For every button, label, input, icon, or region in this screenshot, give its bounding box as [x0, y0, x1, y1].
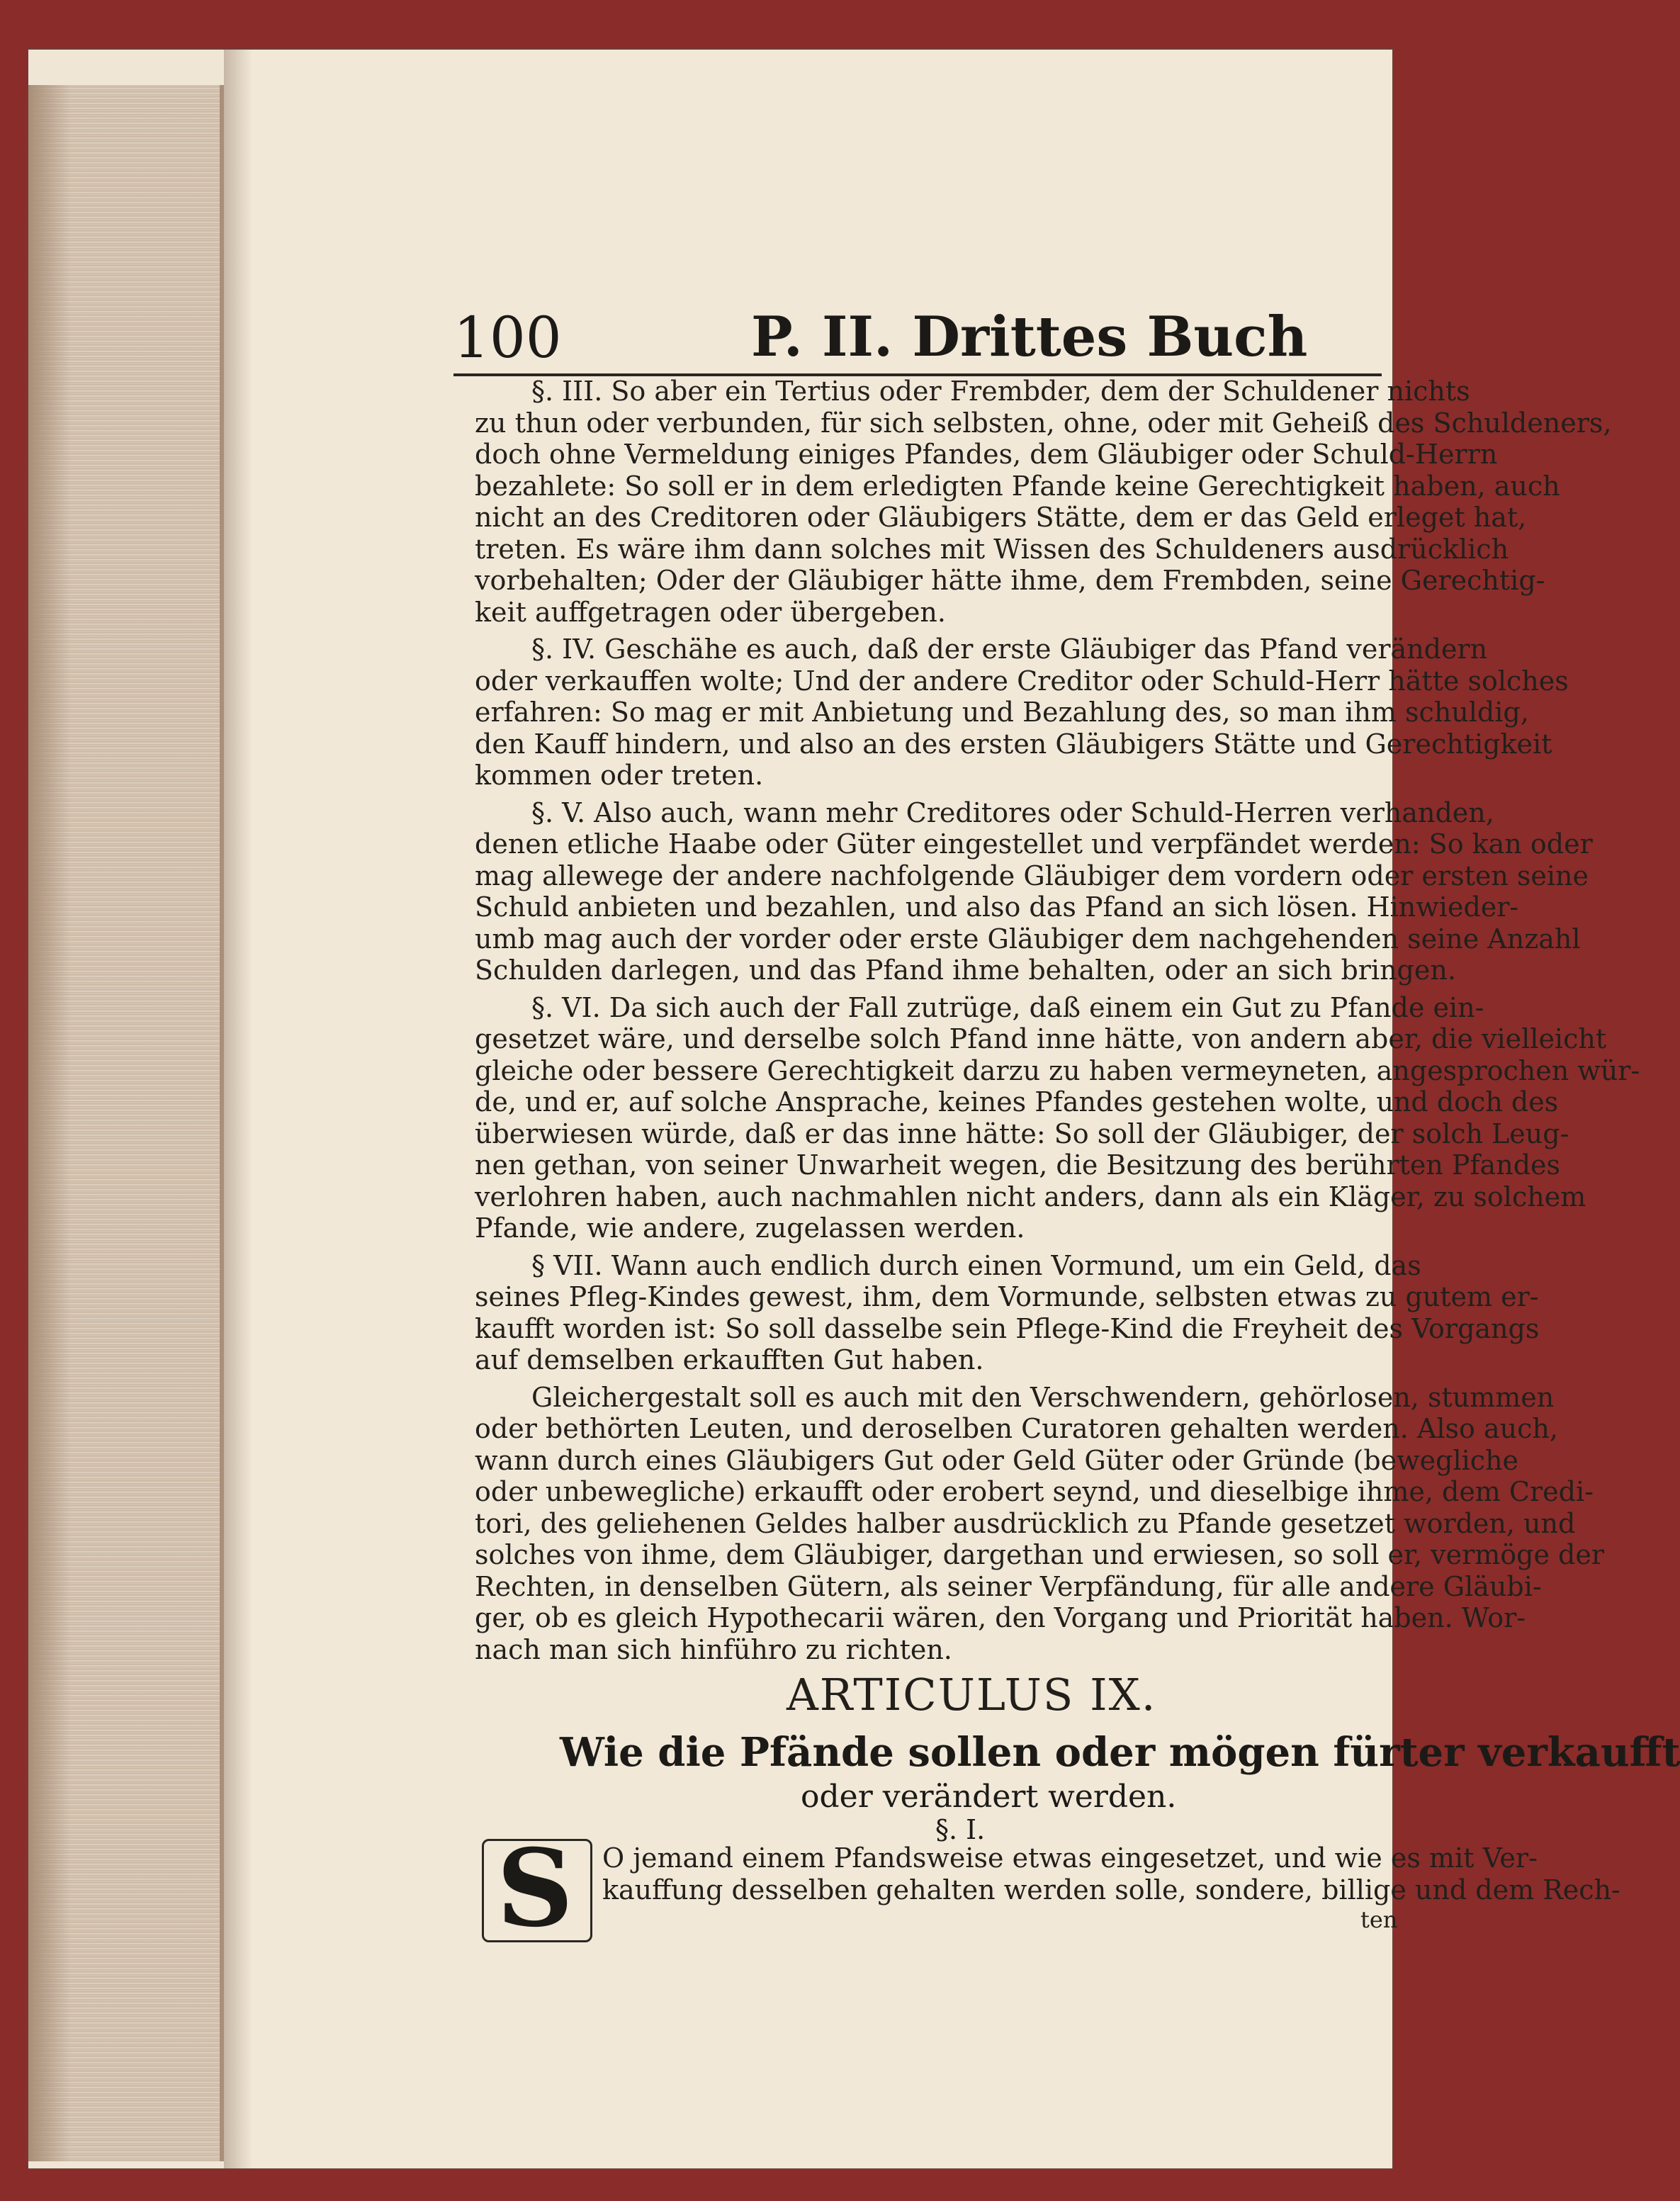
text-line: denen etliche Haabe oder Güter eingestellet und verpfändet werden: So kan oder	[475, 828, 1593, 860]
text-line: gesetzet wäre, und derselbe solch Pfand inne hätte, von andern aber, die vielleicht	[475, 1023, 1607, 1054]
text-line: nen gethan, von seiner Unwarheit wegen, die Besitzung des berührten Pfandes	[475, 1149, 1561, 1181]
paragraph	[475, 796, 1593, 986]
article-heading: Wie die Pfände sollen oder mögen fürter verkaufft	[560, 1729, 1680, 1776]
text-line: §. III. So aber ein Tertius oder Frembder, dem der Schuldener nichts	[531, 376, 1470, 407]
paragraph	[475, 376, 1612, 628]
text-line: erfahren: So mag er mit Anbietung und Bezahlung des, so man ihm schuldig,	[475, 697, 1529, 728]
text-line: §. IV. Geschähe es auch, daß der erste Gläubiger das Pfand verändern	[531, 634, 1488, 665]
text-line: Schulden darlegen, und das Pfand ihme behalten, oder an sich bringen.	[475, 955, 1456, 986]
text-line: solches von ihme, dem Gläubiger, dargethan und erwiesen, so soll er, vermöge der	[475, 1539, 1605, 1570]
text-line: § VII. Wann auch endlich durch einen Vormund, um ein Geld, das	[531, 1249, 1421, 1281]
text-line: seines Pfleg-Kindes gewest, ihm, dem Vormunde, selbsten etwas zu gutem er-	[475, 1281, 1539, 1312]
text-line: treten. Es wäre ihm dann solches mit Wissen des Schuldeners ausdrücklich	[475, 533, 1509, 565]
running-head: P. II. Drittes Buch	[751, 305, 1308, 369]
text-line: nicht an des Creditoren oder Gläubigers Stätte, dem er das Geld erleget hat,	[475, 502, 1527, 533]
text-line: tori, des geliehenen Geldes halber ausdrücklich zu Pfande gesetzet worden, und	[475, 1507, 1576, 1539]
text-line: oder bethörten Leuten, und deroselben Curatoren gehalten werden. Also auch,	[475, 1413, 1558, 1444]
body-text	[475, 376, 1640, 1671]
section-number: §. I.	[935, 1814, 986, 1845]
paragraph	[475, 991, 1640, 1244]
gutter-shadow	[224, 50, 252, 2168]
page-stack-edge	[28, 85, 224, 2161]
text-line: mag allewege der andere nachfolgende Gläubiger dem vordern oder ersten seine	[475, 860, 1589, 891]
text-line: bezahlete: So soll er in dem erledigten Pfande keine Gerechtigkeit haben, auch	[475, 470, 1560, 502]
text-line: oder unbewegliche) erkaufft oder erobert seynd, und dieselbige ihme, dem Credi-	[475, 1476, 1594, 1507]
article-subheading: oder verändert werden.	[801, 1779, 1177, 1815]
text-line: nach man sich hinführo zu richten.	[475, 1633, 952, 1665]
text-line: ger, ob es gleich Hypothecarii wären, den Vorgang und Priorität haben. Wor-	[475, 1602, 1526, 1633]
text-line: vorbehalten; Oder der Gläubiger hätte ihme, dem Frembden, seine Gerechtig-	[475, 565, 1545, 596]
text-line: auf demselben erkaufften Gut haben.	[475, 1344, 984, 1375]
text-line: de, und er, auf solche Ansprache, keines Pfandes gestehen wolte, und doch des	[475, 1086, 1559, 1118]
text-line: keit auffgetragen oder übergeben.	[475, 596, 946, 628]
article-line: O jemand einem Pfandsweise etwas eingesetzet, und wie es mit Ver-	[602, 1842, 1538, 1874]
text-line: Gleichergestalt soll es auch mit den Verschwendern, gehörlosen, stummen	[531, 1381, 1555, 1413]
text-line: §. VI. Da sich auch der Fall zutrüge, daß einem ein Gut zu Pfande ein-	[531, 991, 1484, 1023]
article-opening-text	[602, 1842, 1620, 1906]
text-line: oder verkauffen wolte; Und der andere Creditor oder Schuld-Herr hätte solches	[475, 665, 1569, 697]
text-line: §. V. Also auch, wann mehr Creditores oder Schuld-Herren verhanden,	[531, 796, 1494, 828]
catchword: ten	[1360, 1906, 1398, 1933]
text-line: Pfande, wie andere, zugelassen werden.	[475, 1212, 1025, 1244]
paragraph	[475, 1381, 1605, 1666]
text-line: den Kauff hindern, und also an des ersten Gläubigers Stätte und Gerechtigkeit	[475, 728, 1552, 760]
text-line: zu thun oder verbunden, für sich selbsten, ohne, oder mit Geheiß des Schuldeners,	[475, 407, 1612, 439]
page-number: 100	[453, 305, 562, 371]
text-line: verlohren haben, auch nachmahlen nicht anders, dann als ein Kläger, zu solchem	[475, 1181, 1586, 1212]
text-line: überwiesen würde, daß er das inne hätte: So soll der Gläubiger, der solch Leug-	[475, 1118, 1569, 1149]
paragraph	[475, 634, 1569, 792]
text-line: doch ohne Vermeldung einiges Pfandes, dem Gläubiger oder Schuld-Herrn	[475, 439, 1498, 470]
text-line: Schuld anbieten und bezahlen, und also das Pfand an sich lösen. Hinwieder-	[475, 891, 1519, 923]
text-line: umb mag auch der vorder oder erste Gläubiger dem nachgehenden seine Anzahl	[475, 923, 1581, 955]
text-line: kaufft worden ist: So soll dasselbe sein Pflege-Kind die Freyheit des Vorgangs	[475, 1312, 1540, 1344]
drop-cap: S	[496, 1826, 574, 1951]
text-line: kommen oder treten.	[475, 760, 764, 791]
text-line: gleiche oder bessere Gerechtigkeit darzu zu haben vermeyneten, angesprochen wür-	[475, 1054, 1640, 1086]
text-line: wann durch eines Gläubigers Gut oder Geld Güter oder Gründe (bewegliche	[475, 1444, 1519, 1476]
paragraph	[475, 1249, 1540, 1376]
article-line: kauffung desselben gehalten werden solle, sondere, billige und dem Rech-	[602, 1874, 1620, 1906]
text-line: Rechten, in denselben Gütern, als seiner Verpfändung, für alle andere Gläubi-	[475, 1570, 1542, 1602]
article-title: ARTICULUS IX.	[787, 1669, 1157, 1721]
